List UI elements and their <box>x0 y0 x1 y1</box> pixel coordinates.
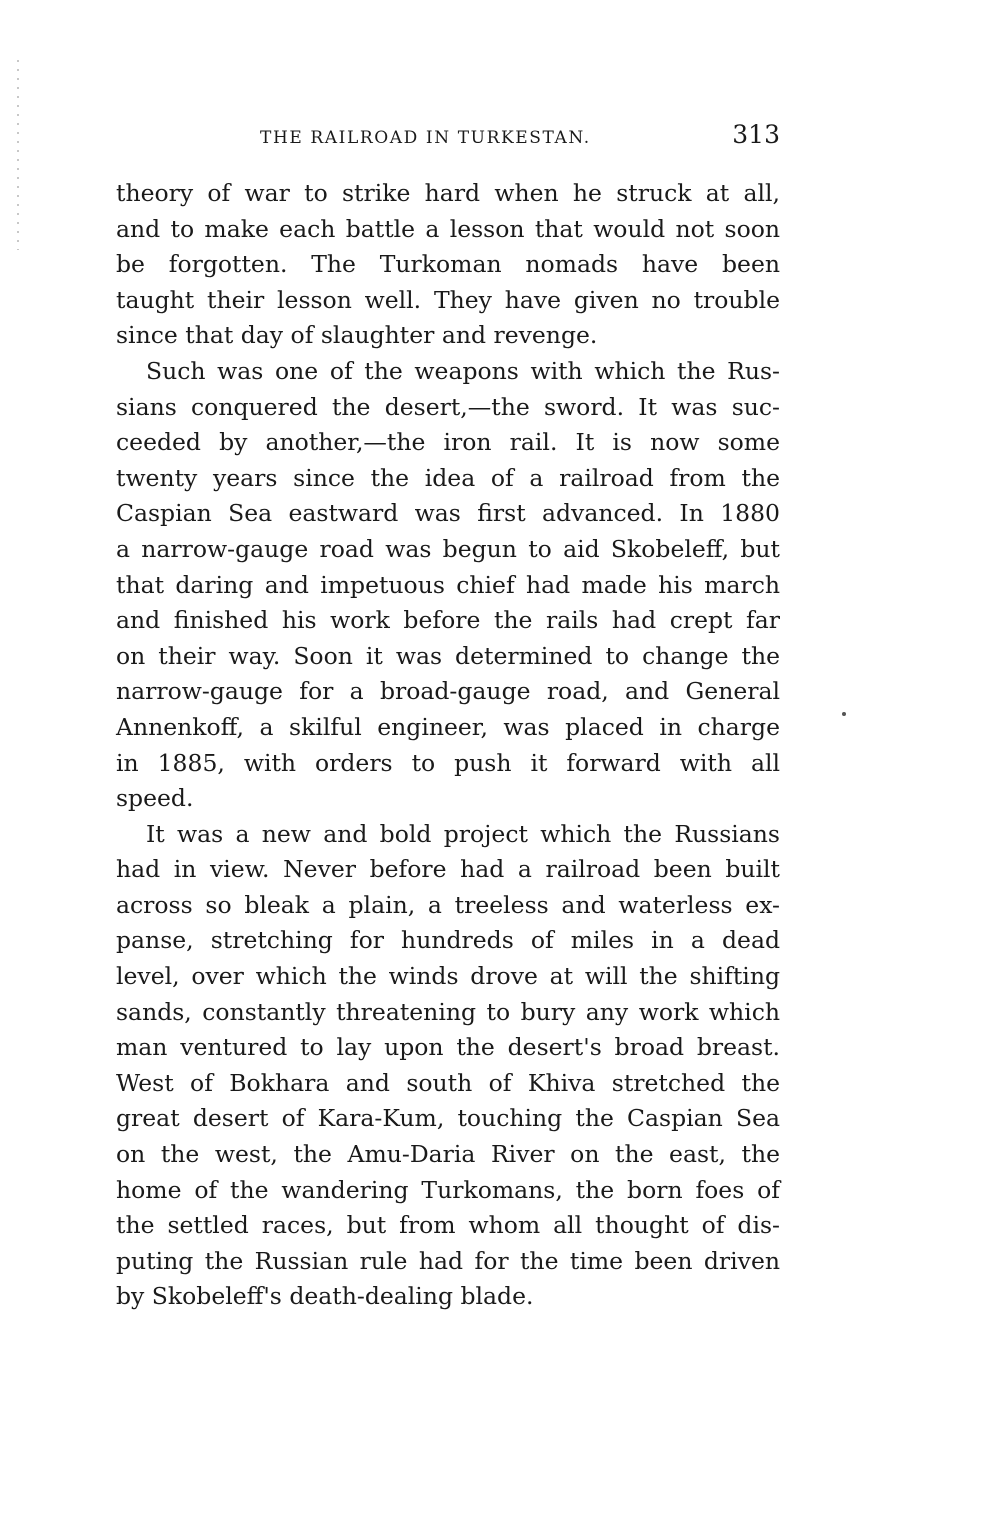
running-title: THE RAILROAD IN TURKESTAN. <box>260 128 591 148</box>
margin-scan-marks <box>17 60 19 250</box>
text-line: on their way. Soon it was determined to change the <box>116 641 780 670</box>
text-line: Caspian Sea eastward was first advanced. In 1880 <box>116 499 780 528</box>
text-line: be forgotten. The Turkoman nomads have been <box>116 250 780 279</box>
text-line: puting the Russian rule had for the time been driven <box>116 1246 780 1275</box>
text-line: narrow-gauge for a broad-gauge road, and General <box>116 677 780 706</box>
text-line: in 1885, with orders to push it forward with all <box>116 748 780 777</box>
text-line: ceeded by another,—the iron rail. It is now some <box>116 428 780 457</box>
text-line: level, over which the winds drove at will the shifting <box>116 962 780 991</box>
page-number: 313 <box>732 120 780 149</box>
text-line: had in view. Never before had a railroad been built <box>116 855 780 884</box>
paragraph <box>116 354 780 817</box>
text-line: speed. <box>116 784 194 813</box>
text-line: man ventured to lay upon the desert's broad breast. <box>116 1033 780 1062</box>
paragraph <box>116 176 780 354</box>
text-line: sands, constantly threatening to bury any work which <box>116 997 780 1026</box>
text-line: panse, stretching for hundreds of miles in a dead <box>116 926 780 955</box>
text-line: Annenkoff, a skilful engineer, was placed in charge <box>116 712 780 741</box>
text-line: and finished his work before the rails had crept far <box>116 606 780 635</box>
text-line: since that day of slaughter and revenge. <box>116 321 598 350</box>
text-line: on the west, the Amu-Daria River on the east, the <box>116 1140 780 1169</box>
text-line: twenty years since the idea of a railroad from the <box>116 463 780 492</box>
text-line: taught their lesson well. They have given no trouble <box>116 285 780 314</box>
text-line: Such was one of the weapons with which the Rus- <box>146 356 780 385</box>
text-line: sians conquered the desert,—the sword. It was suc- <box>116 392 780 421</box>
stray-ink-mark <box>842 712 846 716</box>
text-line: home of the wandering Turkomans, the born foes of <box>116 1175 780 1204</box>
text-line: a narrow-gauge road was begun to aid Skobeleff, but <box>116 534 780 563</box>
text-line: by Skobeleff's death-dealing blade. <box>116 1282 534 1311</box>
text-line: the settled races, but from whom all thought of dis- <box>116 1211 780 1240</box>
text-line: It was a new and bold project which the Russians <box>146 819 780 848</box>
text-line: across so bleak a plain, a treeless and waterless ex- <box>116 890 780 919</box>
running-head <box>260 120 780 160</box>
body-text <box>116 176 780 1315</box>
paragraph <box>116 817 780 1315</box>
text-line: West of Bokhara and south of Khiva stretched the <box>116 1068 780 1097</box>
text-line: that daring and impetuous chief had made his march <box>116 570 780 599</box>
text-line: and to make each battle a lesson that would not soon <box>116 214 780 243</box>
text-line: theory of war to strike hard when he struck at all, <box>116 179 780 207</box>
text-line: great desert of Kara-Kum, touching the Caspian Sea <box>116 1104 780 1133</box>
